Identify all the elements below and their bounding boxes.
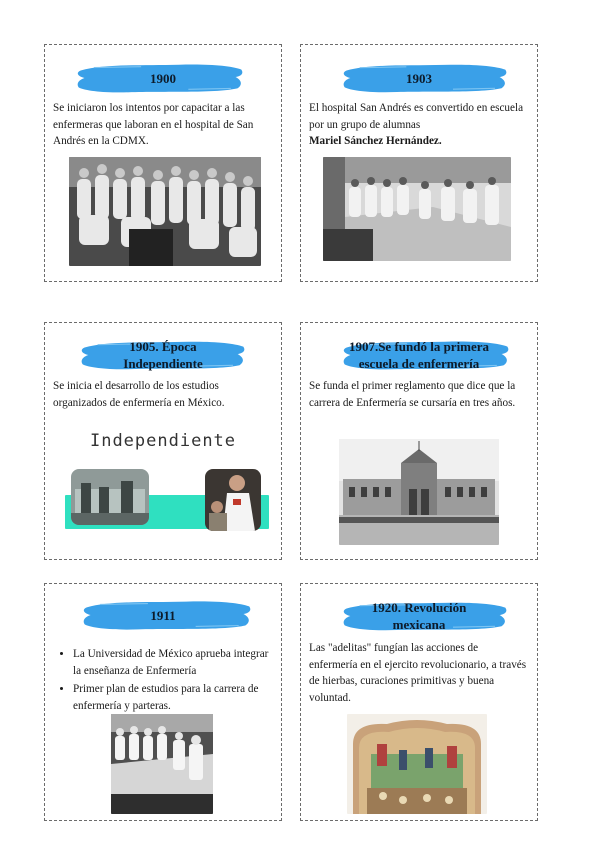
revolution-mural-photo xyxy=(347,714,487,814)
independiente-caption: Independiente xyxy=(89,431,237,451)
nursing-school-building-photo xyxy=(339,439,499,545)
card-text-bold-name: Mariel Sánchez Hernández. xyxy=(309,135,442,147)
card-title: 1907.Se fundó la primera escuela de enfermería xyxy=(348,339,490,371)
card-bullet-list xyxy=(55,646,273,716)
card-title: 1911 xyxy=(150,607,176,623)
hospital-ward-photo xyxy=(71,469,149,525)
year-banner xyxy=(301,594,537,638)
timeline-card-1911 xyxy=(44,583,282,821)
card-title: 1905. Época Independiente xyxy=(123,339,203,371)
nurses-group-photo xyxy=(69,157,261,266)
year-banner xyxy=(301,61,537,95)
timeline-card-1907 xyxy=(300,322,538,560)
year-banner xyxy=(45,61,281,95)
card-text-regular: El hospital San Andrés es convertido en escuela por un grupo de alumnas xyxy=(309,102,524,131)
nurse-with-child-photo xyxy=(205,469,261,531)
card-text: Se iniciaron los intentos por capacitar a las enfermeras que laboran en el hospital de San Andrés en la CDMX. xyxy=(53,102,254,147)
card-text: Se funda el primer reglamento que dice que la carrera de Enfermería se cursaría en tres años. xyxy=(309,380,516,409)
timeline-card-1903 xyxy=(300,44,538,282)
card-title: 1903 xyxy=(406,70,432,86)
card-text: Se inicia el desarrollo de los estudios organizados de enfermería en México. xyxy=(53,380,225,409)
year-banner xyxy=(301,333,537,377)
nursing-classroom-photo xyxy=(323,157,511,261)
bullet-item: • La Universidad de México aprueba integrar la enseñanza de Enfermería xyxy=(73,646,273,679)
timeline-card-1905 xyxy=(44,322,282,560)
card-text: Las "adelitas" fungían las acciones de enfermería en el ejercito revolucionario, a través de hierbas, curaciones primitivas y buena voluntad. xyxy=(309,642,527,704)
timeline-card-1900 xyxy=(44,44,282,282)
nurses-training-photo xyxy=(111,714,213,814)
card-text xyxy=(309,100,529,150)
timeline-card-1920 xyxy=(300,583,538,821)
card-title: 1920. Revolución mexicana xyxy=(371,600,467,632)
year-banner xyxy=(45,598,281,632)
card-title: 1900 xyxy=(150,70,176,86)
year-banner xyxy=(45,333,281,377)
bullet-item: • Primer plan de estudios para la carrera de enfermería y parteras. xyxy=(73,681,273,714)
